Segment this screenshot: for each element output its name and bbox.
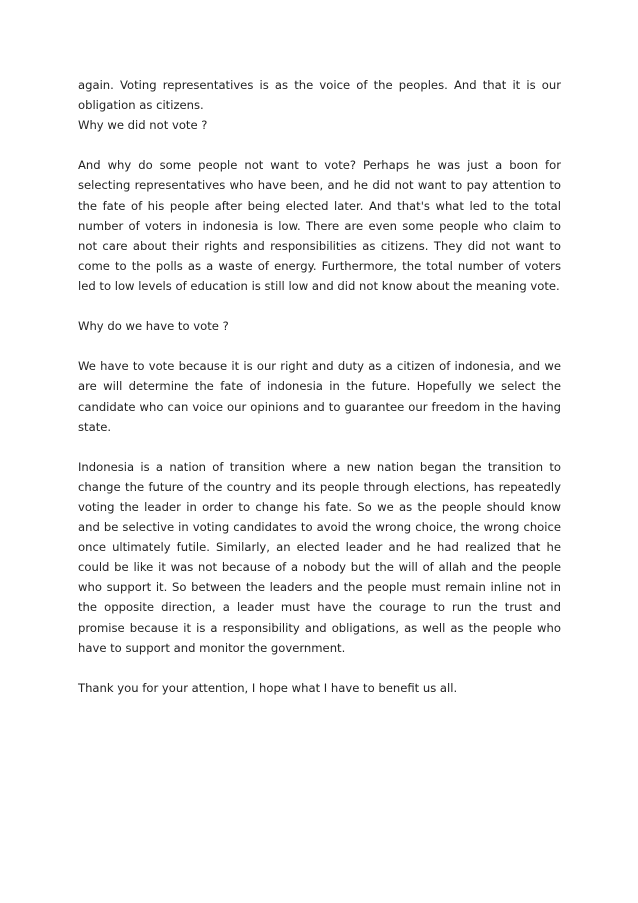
heading-why-not-vote: Why we did not vote ? xyxy=(78,118,208,133)
closing-paragraph: Thank you for your attention, I hope what I have to benefit us all. xyxy=(78,680,458,695)
paragraph-right-and-duty: We have to vote because it is our right and duty as a citizen of indonesia, and we are will determine the fate of indonesia in the future. Hopefully we select the candidate who can voice our opinions and to guarantee our freedom in the having state. xyxy=(78,359,561,434)
intro-paragraph: again. Voting representatives is as the voice of the peoples. And that it is our obligation as citizens. xyxy=(78,78,561,113)
paragraph-reasons-not-voting: And why do some people not want to vote? Perhaps he was just a boon for selecting representatives who have been, and he did not want to pay attention to the fate of his people after being elected later. And that's what led to the total number of voters in indonesia is low. There are even some people who claim to not care about their rights and responsibilities as citizens. They did not want to come to the polls as a waste of energy. Furthermore, the total number of voters led to low levels of education is still low and did not know about the meaning vote. xyxy=(78,158,561,293)
document-body xyxy=(78,75,561,698)
paragraph-nation-transition: Indonesia is a nation of transition where a new nation began the transition to change the future of the country and its people through elections, has repeatedly voting the leader in order to change his fate. So we as the people should know and be selective in voting candidates to avoid the wrong choice, the wrong choice once ultimately futile. Similarly, an elected leader and he had realized that he could be like it was not because of a nobody but the will of allah and the people who support it. So between the leaders and the people must remain inline not in the opposite direction, a leader must have the courage to run the trust and promise because it is a responsibility and obligations, as well as the people who have to support and monitor the government. xyxy=(78,459,561,655)
heading-why-vote: Why do we have to vote ? xyxy=(78,319,229,334)
